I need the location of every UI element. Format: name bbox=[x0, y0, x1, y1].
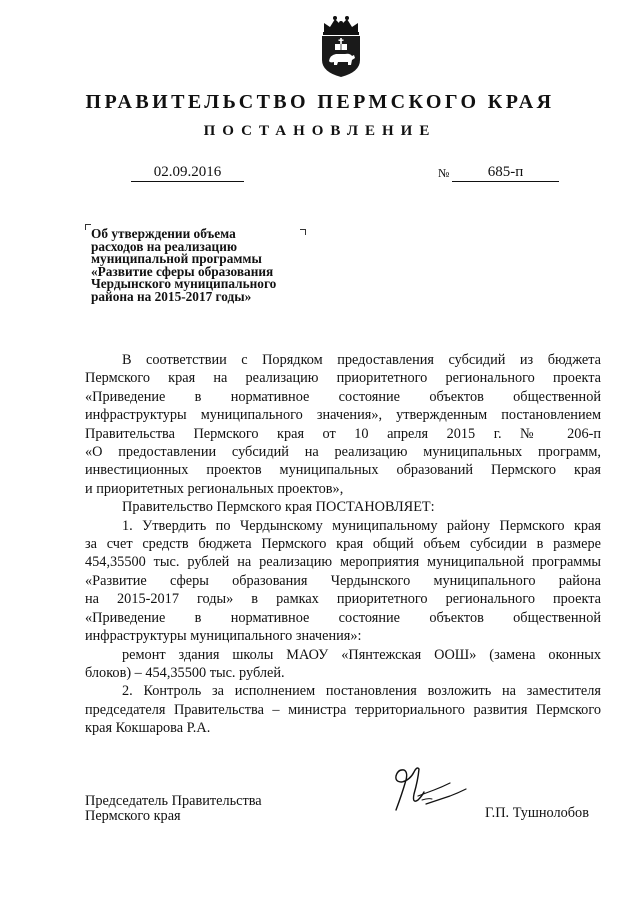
signer-name: Г.П. Тушнолобов bbox=[485, 805, 589, 821]
body-line: и приоритетных региональных проектов», bbox=[85, 480, 344, 497]
body-line: инфраструктуры муниципального значения»: bbox=[85, 628, 362, 645]
body-line: 1. Утвердить по Чердынскому муниципальному району Пермского края bbox=[122, 517, 601, 534]
subject-line: «Развитие сферы образования bbox=[91, 263, 274, 279]
body-line: инвестиционных проектов муниципальных образований Пермского края bbox=[85, 462, 601, 479]
subject-line: муниципальной программы bbox=[91, 251, 262, 267]
coat-of-arms-emblem bbox=[318, 14, 364, 78]
body-line: на 2015-2017 годы» в рамках приоритетного регионального проекта bbox=[85, 591, 601, 608]
body-line: «Развитие сферы образования Чердынского муниципального района bbox=[85, 572, 601, 589]
document-type-title: ПОСТАНОВЛЕНИЕ bbox=[203, 123, 437, 139]
subject-line: района на 2015-2017 годы» bbox=[91, 288, 252, 304]
signer-position bbox=[85, 794, 262, 824]
subject-line: Об утверждении объема bbox=[91, 226, 236, 241]
body-line: председателя Правительства – министра территориального развития Пермского bbox=[85, 701, 601, 718]
number-sign: № bbox=[438, 166, 450, 180]
handwritten-signature bbox=[388, 760, 483, 820]
body-line: «Приведение в нормативное состояние объектов общественной bbox=[85, 388, 601, 405]
document-date: 02.09.2016 bbox=[131, 163, 244, 182]
document-body bbox=[85, 351, 601, 738]
subject-line: Чердынского муниципального bbox=[91, 276, 277, 292]
body-line: 2. Контроль за исполнением постановления возложить на заместителя bbox=[122, 683, 601, 700]
body-line: края Кокшарова Р.А. bbox=[85, 720, 211, 737]
body-line: инфраструктуры муниципального значения», утвержденным постановлением bbox=[85, 407, 601, 424]
body-line: «Приведение в нормативное состояние объектов общественной bbox=[85, 609, 601, 626]
body-line: за счет средств бюджета Пермского края общий объем субсидии в размере bbox=[85, 536, 601, 553]
body-line: Пермского края на реализацию приоритетного регионального проекта bbox=[85, 370, 601, 387]
subject-line: расходов на реализацию bbox=[91, 238, 238, 254]
body-line: Правительство Пермского края ПОСТАНОВЛЯЕТ: bbox=[122, 499, 435, 516]
body-line: «О предоставлении субсидий на реализацию муниципальных программ, bbox=[85, 444, 601, 461]
body-line: 454,35500 тыс. рублей на реализацию мероприятия муниципальной программы bbox=[85, 554, 601, 571]
document-subject bbox=[91, 228, 316, 304]
body-line: блоков) – 454,35500 тыс. рублей. bbox=[85, 664, 285, 681]
government-title: ПРАВИТЕЛЬСТВО ПЕРМСКОГО КРАЯ bbox=[85, 91, 555, 113]
body-line: ремонт здания школы МАОУ «Пянтежская ООШ» (замена оконных bbox=[122, 646, 601, 663]
body-line: В соответствии с Порядком предоставления субсидий из бюджета bbox=[122, 352, 601, 368]
document-number: 685-п bbox=[452, 163, 559, 182]
body-line: Правительства Пермского края от 10 апреля 2015 г. № 206-п bbox=[85, 425, 601, 442]
signer-position-line: Председатель Правительства bbox=[85, 793, 262, 809]
signer-position-line: Пермского края bbox=[85, 808, 181, 824]
